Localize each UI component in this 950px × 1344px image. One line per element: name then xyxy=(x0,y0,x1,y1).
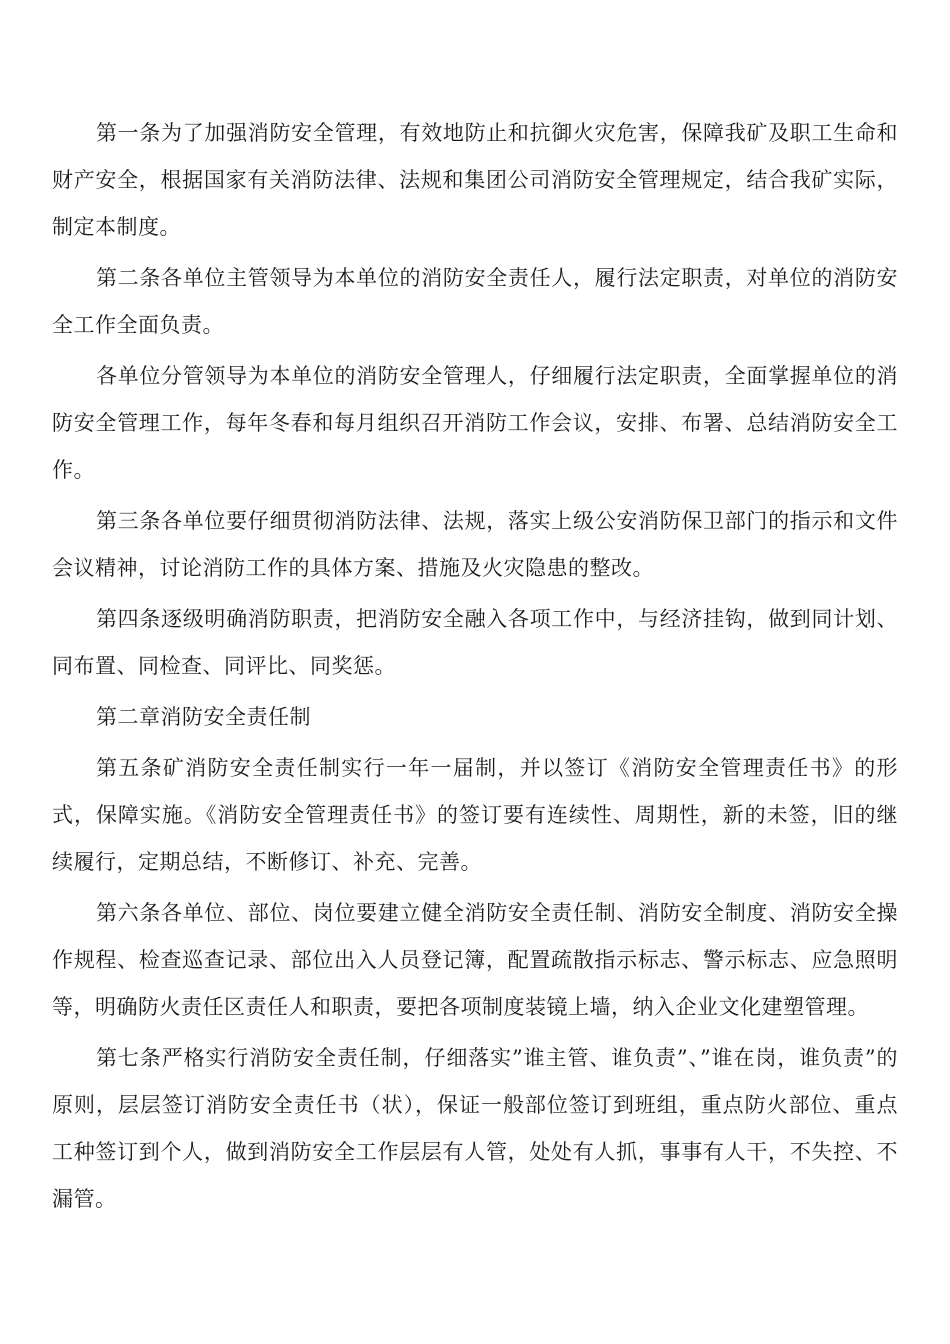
paragraph-article-2-continued: 各单位分管领导为本单位的消防安全管理人，仔细履行法定职责，全面掌握单位的消防安全管理工作，每年冬春和每月组织召开消防工作会议，安排、布署、总结消防安全工作。 xyxy=(52,364,898,482)
paragraph-article-3: 第三条各单位要仔细贯彻消防法律、法规，落实上级公安消防保卫部门的指示和文件会议精神，讨论消防工作的具体方案、措施及火灾隐患的整改。 xyxy=(52,509,898,580)
chapter-heading: 第二章消防安全责任制 xyxy=(96,705,311,729)
paragraph-article-1: 第一条为了加强消防安全管理，有效地防止和抗御火灾危害，保障我矿及职工生命和财产安全，根据国家有关消防法律、法规和集团公司消防安全管理规定，结合我矿实际，制定本制度。 xyxy=(52,121,898,239)
paragraph-article-2: 第二条各单位主管领导为本单位的消防安全责任人，履行法定职责，对单位的消防安全工作全面负责。 xyxy=(52,266,898,337)
paragraph-article-7: 第七条严格实行消防安全责任制，仔细落实”谁主管、谁负责”、”谁在岗，谁负责”的原则，层层签订消防安全责任书（状），保证一般部位签订到班组，重点防火部位、重点工种签订到个人，做到消防安全工作层层有人管，处处有人抓，事事有人干，不失控、不漏管。 xyxy=(52,1046,898,1211)
paragraph-article-5: 第五条矿消防安全责任制实行一年一届制，并以签订《消防安全管理责任书》的形式，保障实施。《消防安全管理责任书》的签订要有连续性、周期性，新的未签，旧的继续履行，定期总结，不断修订、补充、完善。 xyxy=(52,756,898,874)
document-body xyxy=(52,110,898,1227)
paragraph-article-4: 第四条逐级明确消防职责，把消防安全融入各项工作中，与经济挂钩，做到同计划、同布置、同检查、同评比、同奖惩。 xyxy=(52,607,898,678)
paragraph-article-6: 第六条各单位、部位、岗位要建立健全消防安全责任制、消防安全制度、消防安全操作规程、检查巡查记录、部位出入人员登记簿，配置疏散指示标志、警示标志、应急照明等，明确防火责任区责任人和职责，要把各项制度装镜上墙，纳入企业文化建塑管理。 xyxy=(52,901,898,1019)
